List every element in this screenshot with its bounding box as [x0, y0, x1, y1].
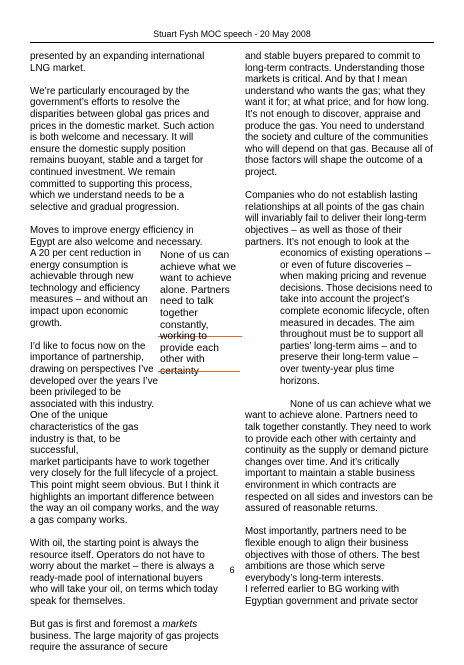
paragraph: With oil, the starting point is always the resource itself. Operators do not have to worry about the market – there is always a ready-made pool of international buyers who will take your oil, on terms which today speak for themselves.	[30, 537, 218, 607]
paragraph: and stable buyers prepared to commit to long-term contracts. Understanding those markets is critical. And by that I mean understand who wants the gas; what they want it for; at what price; and for how long. It’s not enough to discover, appraise and produce the gas. You need to understand the society and culture of the communities who will depend on that gas. Because all of those factors will shape the outcome of a project.	[245, 51, 433, 178]
paragraph	[245, 399, 435, 515]
paragraph-line: I referred earlier to BG working with Egyptian government and private sector	[245, 584, 419, 607]
paragraph-wrapped: I’d like to focus now on the importance of partnership, drawing on perspectives I’ve developed over the years I’ve been privileged to be associated with this industry. One of the unique characteristics of the gas industry is that, to be successful,	[30, 340, 158, 457]
emphasis-text: markets	[162, 619, 198, 631]
pull-quote: None of us can achieve what we want to achieve alone. Partners need to talk together constantly, working to provide each other with certainty	[158, 248, 242, 337]
paragraph-continued: market participants have to work together very closely for the full lifecycle of a project. This point might seem obvious. But I think it highlights an important difference between the way an oil company works, and the way a gas company works.	[30, 456, 219, 526]
paragraph	[30, 619, 220, 654]
text-run: But gas is first and foremost a	[30, 619, 163, 631]
paragraph: presented by an expanding international LNG market.	[30, 51, 205, 74]
document-header: Stuart Fysh MOC speech - 20 May 2008	[153, 29, 311, 39]
paragraph-line: None of us can achieve what we	[290, 398, 432, 410]
paragraph-line: Most importantly, partners need to be flexible enough to align their business objectives with those of others. The best ambitions are those which serve everybody’s long-term interests.	[245, 526, 420, 584]
paragraph-wrapped: A 20 per cent reduction in energy consumption is achievable through new technology and efficiency measures – and without an impact upon economic growth.	[30, 248, 148, 329]
paragraph-wrapped: economics of existing operations – or even of future discoveries – when making pricing and revenue decisions. Those decisions need to take into account the project’s complete economic lifecycle, often measured in decades. The aim throughout must be to support all parties’ long-term aims – and to preserve their long-term value – over twenty-year plus time horizons.	[280, 248, 433, 387]
paragraph-line: Moves to improve energy efficiency in Egypt are also welcome and necessary.	[30, 224, 203, 248]
paragraph: We’re particularly encouraged by the government’s efforts to resolve the disparities between global gas prices and prices in the domestic market. Such action is both welcome and necessary. It will ensure the domestic supply position remains buoyant, stable and a target for continued investment. We remain committed to supporting this process, which we understand needs to be a selective and gradual progression.	[30, 85, 215, 213]
paragraph	[245, 190, 435, 387]
paragraph-continued: want to achieve alone. Partners need to talk together constantly. They need to work to provide each other with certainty and continuity as the supply or demand picture changes over time. And it’s critically important to maintain a stable business environment in which contracts are respected on all sides and investors can be assured of reasonable returns.	[245, 410, 433, 515]
pull-quote-rule	[158, 371, 240, 372]
text-run: business. The large majority of gas projects require the assurance of secure	[30, 630, 219, 654]
right-column	[245, 51, 435, 608]
header-rule	[30, 42, 434, 43]
page-number: 6	[229, 565, 235, 575]
paragraph-line: Companies who do not establish lasting relationships at all points of the gas chain will invariably fail to deliver their long-term objectives – as well as those of their partners. It’s not enough to look at the	[245, 190, 427, 248]
